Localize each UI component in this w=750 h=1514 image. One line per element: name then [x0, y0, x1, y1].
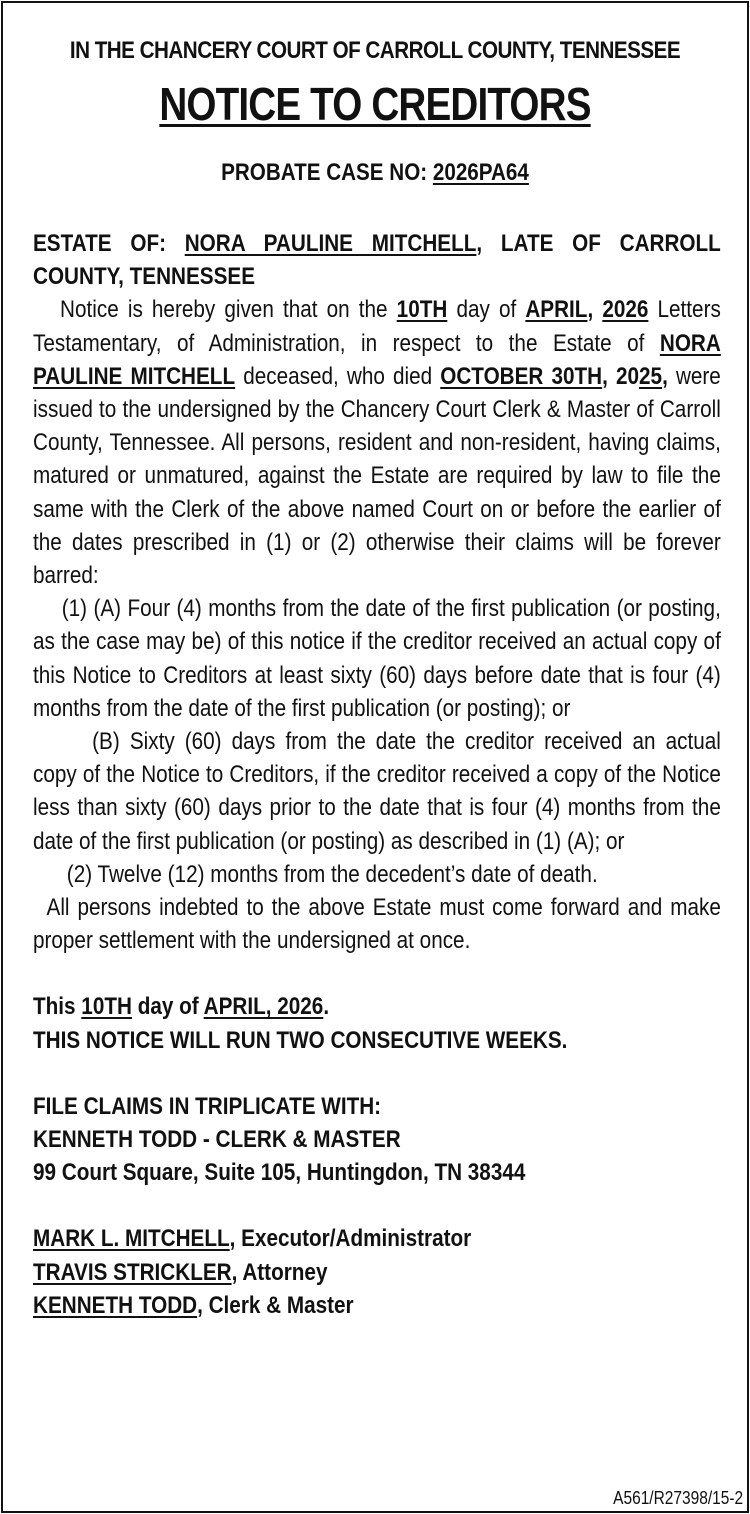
claims-heading: FILE CLAIMS IN TRIPLICATE WITH: — [33, 1092, 382, 1120]
signature-line — [33, 1256, 721, 1289]
para1-text-6: , 20 — [602, 362, 640, 390]
signature-role: , Clerk & Master — [197, 1291, 354, 1319]
signature-role: , Executor/Administrator — [229, 1225, 472, 1253]
signature-name: TRAVIS STRICKLER — [33, 1258, 232, 1286]
signature-name: KENNETH TODD — [33, 1291, 198, 1319]
run-notice: THIS NOTICE WILL RUN TWO CONSECUTIVE WEEKS. — [33, 1026, 568, 1054]
clause-1b: (B) Sixty (60) days from the date the creditor received an actual copy of the Notice to Creditors, if the creditor received a copy of the Notice less than sixty (60) days prior to the date that is four (4) months from the date of the first publication (or posting) as described in (1) (A); or — [33, 728, 721, 855]
letters-month: APRIL — [525, 296, 588, 324]
decedent-name: NORA PAULINE MITCHELL — [33, 329, 721, 390]
clause-1a: (1) (A) Four (4) months from the date of the first publication (or posting, as the case may be) of this notice if the creditor received an actual copy of this Notice to Creditors at least sixty (60) days before date that is four (4) months from the date of the first publication (or posting); or — [33, 595, 721, 722]
death-date: OCTOBER 30TH — [440, 362, 603, 390]
case-label: PROBATE CASE NO: — [221, 159, 433, 186]
dated-text-1: This — [33, 993, 82, 1021]
estate-name: NORA PAULINE MITCHELL — [184, 230, 477, 257]
clause-2: (2) Twelve (12) months from the decedent’s date of death. — [66, 860, 598, 888]
notice-body — [33, 227, 721, 1322]
para1-text-3: , — [587, 296, 603, 324]
death-year: 25 — [639, 362, 663, 390]
ad-reference-code: A561/R27398/15-2 — [613, 1488, 743, 1508]
settlement-paragraph: All persons indebted to the above Estate must come forward and make proper settlement with the undersigned at once. — [33, 894, 721, 955]
letters-day: 10TH — [396, 296, 448, 324]
notice-title-text: NOTICE TO CREDITORS — [159, 78, 591, 130]
signature-line — [33, 1289, 721, 1322]
estate-suffix: , LATE OF CARROLL COUNTY, TENNESSEE — [33, 230, 721, 291]
estate-line — [33, 227, 721, 293]
para1-text-5: deceased, who died — [235, 362, 441, 390]
dated-day: 10TH — [81, 993, 132, 1021]
claims-clerk: KENNETH TODD - CLERK & MASTER — [33, 1126, 401, 1154]
dated-line — [33, 990, 721, 1023]
case-number: 2026PA64 — [432, 159, 529, 186]
notice-paragraph — [33, 293, 721, 592]
dated-text-2: day of — [131, 993, 204, 1021]
para1-text-4: Letters Testamentary, of Administration, in respect to the Estate of — [33, 296, 721, 357]
court-heading: IN THE CHANCERY COURT OF CARROLL COUNTY, TENNESSEE — [69, 37, 681, 64]
estate-label: ESTATE OF: — [33, 230, 185, 257]
para1-text-2: day of — [447, 296, 526, 324]
signature-role: , Attorney — [231, 1258, 328, 1286]
dated-text-3: . — [323, 993, 330, 1021]
legal-notice — [1, 1, 749, 1513]
claims-address: 99 Court Square, Suite 105, Huntingdon, TN 38344 — [33, 1159, 526, 1187]
para1-text-1: Notice is hereby given that on the — [60, 296, 397, 324]
para1-text-7: , — [662, 362, 668, 390]
notice-title — [63, 77, 688, 131]
signature-name: MARK L. MITCHELL — [33, 1225, 230, 1253]
signature-line — [33, 1222, 721, 1255]
probate-case-line — [55, 159, 695, 187]
para1-text-8: were issued to the undersigned by the Chancery Court Clerk & Master of Carroll County, Tennessee. All persons, resident and non-resident, having claims, matured or unmatured, against the Estate are required by law to file the same with the Clerk of the above named Court on or before the earlier of the dates prescribed in (1) or (2) otherwise their claims will be forever barred: — [33, 362, 721, 590]
dated-month-year: APRIL, 2026 — [203, 993, 324, 1021]
letters-year: 2026 — [602, 296, 649, 324]
